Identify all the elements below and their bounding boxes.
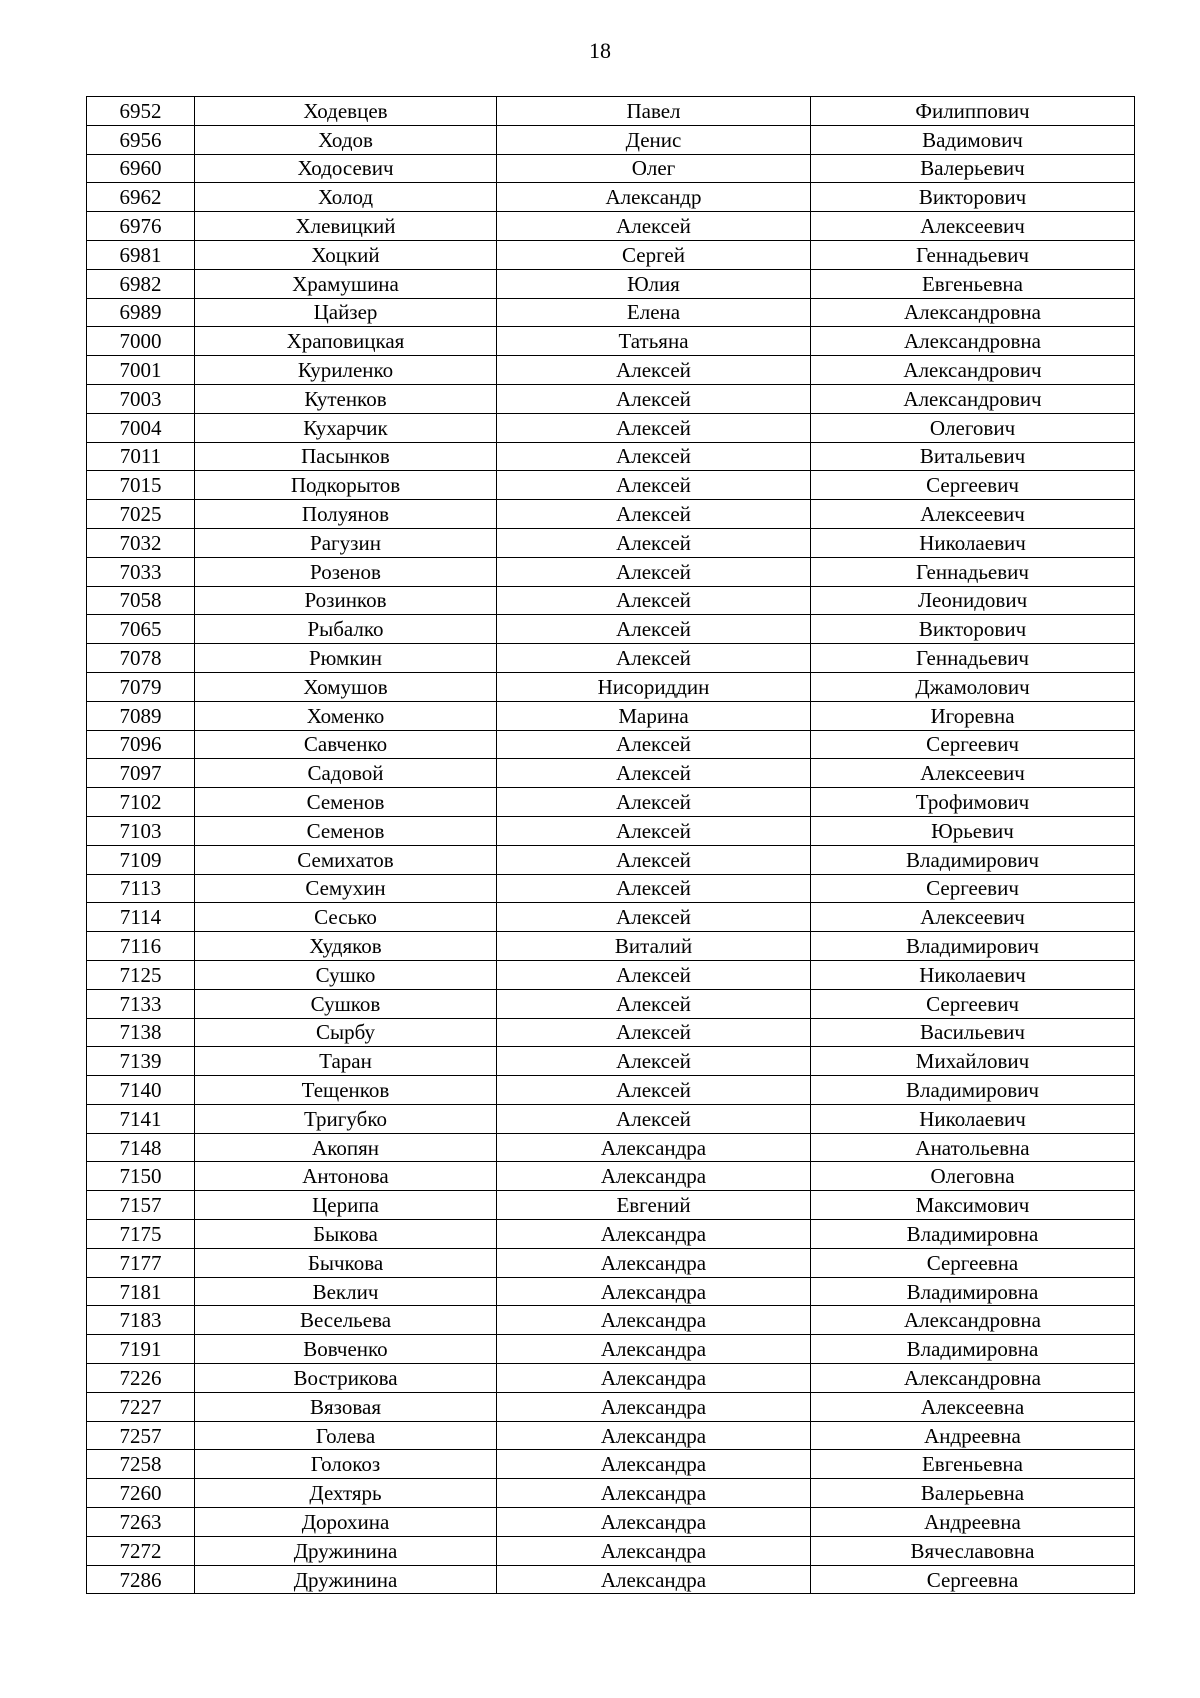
table-row	[87, 1479, 1135, 1508]
first-name-cell: Алексей	[497, 730, 811, 759]
row-number-cell: 7025	[87, 500, 195, 529]
row-number-cell: 7096	[87, 730, 195, 759]
row-number-cell: 7226	[87, 1364, 195, 1393]
patronymic-cell: Трофимович	[811, 788, 1135, 817]
last-name-cell: Голокоз	[195, 1450, 497, 1479]
table-row	[87, 1421, 1135, 1450]
last-name-cell: Хлевицкий	[195, 212, 497, 241]
patronymic-cell: Сергеевна	[811, 1248, 1135, 1277]
patronymic-cell: Александровна	[811, 298, 1135, 327]
first-name-cell: Алексей	[497, 1104, 811, 1133]
first-name-cell: Александр	[497, 183, 811, 212]
patronymic-cell: Вячеславовна	[811, 1536, 1135, 1565]
first-name-cell: Алексей	[497, 500, 811, 529]
table-row	[87, 788, 1135, 817]
patronymic-cell: Валерьевна	[811, 1479, 1135, 1508]
table-row	[87, 500, 1135, 529]
first-name-cell: Виталий	[497, 932, 811, 961]
patronymic-cell: Валерьевич	[811, 154, 1135, 183]
table-row	[87, 615, 1135, 644]
row-number-cell: 7078	[87, 644, 195, 673]
last-name-cell: Вовченко	[195, 1335, 497, 1364]
patronymic-cell: Сергеевич	[811, 471, 1135, 500]
row-number-cell: 7150	[87, 1162, 195, 1191]
last-name-cell: Сушко	[195, 960, 497, 989]
patronymic-cell: Сергеевна	[811, 1565, 1135, 1594]
last-name-cell: Тригубко	[195, 1104, 497, 1133]
row-number-cell: 6982	[87, 269, 195, 298]
first-name-cell: Алексей	[497, 586, 811, 615]
row-number-cell: 7033	[87, 557, 195, 586]
table-row	[87, 701, 1135, 730]
last-name-cell: Хоцкий	[195, 240, 497, 269]
first-name-cell: Алексей	[497, 557, 811, 586]
last-name-cell: Весельева	[195, 1306, 497, 1335]
patronymic-cell: Сергеевич	[811, 874, 1135, 903]
table-row	[87, 327, 1135, 356]
patronymic-cell: Юрьевич	[811, 816, 1135, 845]
table-row	[87, 125, 1135, 154]
last-name-cell: Рагузин	[195, 528, 497, 557]
last-name-cell: Хомушов	[195, 672, 497, 701]
last-name-cell: Акопян	[195, 1133, 497, 1162]
patronymic-cell: Игоревна	[811, 701, 1135, 730]
last-name-cell: Сесько	[195, 903, 497, 932]
last-name-cell: Дорохина	[195, 1508, 497, 1537]
last-name-cell: Ходевцев	[195, 97, 497, 126]
row-number-cell: 7257	[87, 1421, 195, 1450]
last-name-cell: Дружинина	[195, 1536, 497, 1565]
first-name-cell: Юлия	[497, 269, 811, 298]
row-number-cell: 7011	[87, 442, 195, 471]
table-row	[87, 442, 1135, 471]
first-name-cell: Александра	[497, 1565, 811, 1594]
row-number-cell: 7065	[87, 615, 195, 644]
row-number-cell: 7140	[87, 1076, 195, 1105]
last-name-cell: Рыбалко	[195, 615, 497, 644]
last-name-cell: Пасынков	[195, 442, 497, 471]
row-number-cell: 7138	[87, 1018, 195, 1047]
last-name-cell: Семихатов	[195, 845, 497, 874]
patronymic-cell: Викторович	[811, 615, 1135, 644]
patronymic-cell: Витальевич	[811, 442, 1135, 471]
table-row	[87, 845, 1135, 874]
patronymic-cell: Васильевич	[811, 1018, 1135, 1047]
patronymic-cell: Алексеевна	[811, 1392, 1135, 1421]
table-row	[87, 1306, 1135, 1335]
patronymic-cell: Алексеевич	[811, 903, 1135, 932]
last-name-cell: Куриленко	[195, 356, 497, 385]
patronymic-cell: Сергеевич	[811, 989, 1135, 1018]
last-name-cell: Бычкова	[195, 1248, 497, 1277]
table-row	[87, 183, 1135, 212]
first-name-cell: Александра	[497, 1133, 811, 1162]
row-number-cell: 6989	[87, 298, 195, 327]
table-row	[87, 730, 1135, 759]
patronymic-cell: Евгеньевна	[811, 269, 1135, 298]
last-name-cell: Цайзер	[195, 298, 497, 327]
row-number-cell: 6952	[87, 97, 195, 126]
last-name-cell: Худяков	[195, 932, 497, 961]
row-number-cell: 7191	[87, 1335, 195, 1364]
first-name-cell: Елена	[497, 298, 811, 327]
first-name-cell: Александра	[497, 1306, 811, 1335]
row-number-cell: 7133	[87, 989, 195, 1018]
last-name-cell: Таран	[195, 1047, 497, 1076]
table-row	[87, 240, 1135, 269]
row-number-cell: 7079	[87, 672, 195, 701]
row-number-cell: 7141	[87, 1104, 195, 1133]
table-row	[87, 212, 1135, 241]
last-name-cell: Сырбу	[195, 1018, 497, 1047]
last-name-cell: Вострикова	[195, 1364, 497, 1393]
last-name-cell: Вязовая	[195, 1392, 497, 1421]
row-number-cell: 7286	[87, 1565, 195, 1594]
first-name-cell: Александра	[497, 1479, 811, 1508]
table-row	[87, 1508, 1135, 1537]
table-row	[87, 1277, 1135, 1306]
page-number: 18	[589, 38, 611, 63]
row-number-cell: 7003	[87, 384, 195, 413]
row-number-cell: 7177	[87, 1248, 195, 1277]
row-number-cell: 7272	[87, 1536, 195, 1565]
first-name-cell: Павел	[497, 97, 811, 126]
table-row	[87, 1076, 1135, 1105]
table-row	[87, 989, 1135, 1018]
last-name-cell: Кухарчик	[195, 413, 497, 442]
first-name-cell: Александра	[497, 1162, 811, 1191]
table-row	[87, 97, 1135, 126]
patronymic-cell: Олегович	[811, 413, 1135, 442]
first-name-cell: Алексей	[497, 442, 811, 471]
row-number-cell: 7000	[87, 327, 195, 356]
table-row	[87, 932, 1135, 961]
first-name-cell: Алексей	[497, 845, 811, 874]
patronymic-cell: Николаевич	[811, 1104, 1135, 1133]
patronymic-cell: Владимирович	[811, 845, 1135, 874]
last-name-cell: Семенов	[195, 816, 497, 845]
first-name-cell: Марина	[497, 701, 811, 730]
first-name-cell: Олег	[497, 154, 811, 183]
first-name-cell: Алексей	[497, 356, 811, 385]
table-row	[87, 1162, 1135, 1191]
first-name-cell: Александра	[497, 1392, 811, 1421]
patronymic-cell: Вадимович	[811, 125, 1135, 154]
patronymic-cell: Олеговна	[811, 1162, 1135, 1191]
table-row	[87, 356, 1135, 385]
first-name-cell: Алексей	[497, 989, 811, 1018]
row-number-cell: 7227	[87, 1392, 195, 1421]
patronymic-cell: Владимирович	[811, 1076, 1135, 1105]
last-name-cell: Хоменко	[195, 701, 497, 730]
last-name-cell: Церипа	[195, 1191, 497, 1220]
last-name-cell: Быкова	[195, 1220, 497, 1249]
last-name-cell: Семенов	[195, 788, 497, 817]
first-name-cell: Александра	[497, 1364, 811, 1393]
patronymic-cell: Алексеевич	[811, 500, 1135, 529]
table-row	[87, 298, 1135, 327]
row-number-cell: 7001	[87, 356, 195, 385]
patronymic-cell: Максимович	[811, 1191, 1135, 1220]
row-number-cell: 7139	[87, 1047, 195, 1076]
table-row	[87, 384, 1135, 413]
row-number-cell: 7109	[87, 845, 195, 874]
last-name-cell: Савченко	[195, 730, 497, 759]
row-number-cell: 7114	[87, 903, 195, 932]
patronymic-cell: Сергеевич	[811, 730, 1135, 759]
table-row	[87, 528, 1135, 557]
row-number-cell: 7032	[87, 528, 195, 557]
row-number-cell: 7181	[87, 1277, 195, 1306]
patronymic-cell: Геннадьевич	[811, 557, 1135, 586]
first-name-cell: Алексей	[497, 528, 811, 557]
row-number-cell: 7103	[87, 816, 195, 845]
first-name-cell: Алексей	[497, 1018, 811, 1047]
last-name-cell: Семухин	[195, 874, 497, 903]
patronymic-cell: Леонидович	[811, 586, 1135, 615]
row-number-cell: 7097	[87, 759, 195, 788]
patronymic-cell: Александрович	[811, 356, 1135, 385]
last-name-cell: Тещенков	[195, 1076, 497, 1105]
table-row	[87, 557, 1135, 586]
table-row	[87, 1220, 1135, 1249]
last-name-cell: Дружинина	[195, 1565, 497, 1594]
row-number-cell: 7113	[87, 874, 195, 903]
first-name-cell: Алексей	[497, 788, 811, 817]
patronymic-cell: Владимирович	[811, 932, 1135, 961]
patronymic-cell: Геннадьевич	[811, 240, 1135, 269]
last-name-cell: Розинков	[195, 586, 497, 615]
last-name-cell: Голева	[195, 1421, 497, 1450]
patronymic-cell: Анатольевна	[811, 1133, 1135, 1162]
first-name-cell: Алексей	[497, 1076, 811, 1105]
table-row	[87, 960, 1135, 989]
patronymic-cell: Филиппович	[811, 97, 1135, 126]
first-name-cell: Алексей	[497, 384, 811, 413]
table-row	[87, 1392, 1135, 1421]
last-name-cell: Подкорытов	[195, 471, 497, 500]
last-name-cell: Ходов	[195, 125, 497, 154]
last-name-cell: Кутенков	[195, 384, 497, 413]
first-name-cell: Евгений	[497, 1191, 811, 1220]
patronymic-cell: Александровна	[811, 1306, 1135, 1335]
first-name-cell: Александра	[497, 1421, 811, 1450]
last-name-cell: Дехтярь	[195, 1479, 497, 1508]
table-row	[87, 1450, 1135, 1479]
table-row	[87, 874, 1135, 903]
table-row	[87, 1536, 1135, 1565]
last-name-cell: Храповицкая	[195, 327, 497, 356]
last-name-cell: Садовой	[195, 759, 497, 788]
table-row	[87, 1191, 1135, 1220]
patronymic-cell: Алексеевич	[811, 212, 1135, 241]
first-name-cell: Александра	[497, 1536, 811, 1565]
first-name-cell: Александра	[497, 1508, 811, 1537]
table-row	[87, 1018, 1135, 1047]
patronymic-cell: Николаевич	[811, 528, 1135, 557]
table-row	[87, 1248, 1135, 1277]
patronymic-cell: Владимировна	[811, 1277, 1135, 1306]
table-row	[87, 1335, 1135, 1364]
first-name-cell: Алексей	[497, 816, 811, 845]
table-row	[87, 903, 1135, 932]
first-name-cell: Алексей	[497, 413, 811, 442]
table-row	[87, 1104, 1135, 1133]
last-name-cell: Ходосевич	[195, 154, 497, 183]
first-name-cell: Александра	[497, 1248, 811, 1277]
row-number-cell: 7015	[87, 471, 195, 500]
table-row	[87, 1133, 1135, 1162]
patronymic-cell: Андреевна	[811, 1508, 1135, 1537]
row-number-cell: 7258	[87, 1450, 195, 1479]
table-row	[87, 816, 1135, 845]
last-name-cell: Антонова	[195, 1162, 497, 1191]
last-name-cell: Сушков	[195, 989, 497, 1018]
first-name-cell: Денис	[497, 125, 811, 154]
first-name-cell: Татьяна	[497, 327, 811, 356]
table-row	[87, 644, 1135, 673]
names-table	[86, 96, 1135, 1594]
last-name-cell: Рюмкин	[195, 644, 497, 673]
patronymic-cell: Владимировна	[811, 1220, 1135, 1249]
last-name-cell: Холод	[195, 183, 497, 212]
table-row	[87, 1364, 1135, 1393]
patronymic-cell: Михайлович	[811, 1047, 1135, 1076]
patronymic-cell: Алексеевич	[811, 759, 1135, 788]
row-number-cell: 7157	[87, 1191, 195, 1220]
first-name-cell: Нисориддин	[497, 672, 811, 701]
row-number-cell: 7263	[87, 1508, 195, 1537]
row-number-cell: 7183	[87, 1306, 195, 1335]
row-number-cell: 6960	[87, 154, 195, 183]
patronymic-cell: Николаевич	[811, 960, 1135, 989]
patronymic-cell: Андреевна	[811, 1421, 1135, 1450]
last-name-cell: Полуянов	[195, 500, 497, 529]
last-name-cell: Розенов	[195, 557, 497, 586]
patronymic-cell: Александрович	[811, 384, 1135, 413]
patronymic-cell: Джамолович	[811, 672, 1135, 701]
first-name-cell: Алексей	[497, 644, 811, 673]
row-number-cell: 7125	[87, 960, 195, 989]
table-row	[87, 1565, 1135, 1594]
row-number-cell: 7260	[87, 1479, 195, 1508]
first-name-cell: Александра	[497, 1450, 811, 1479]
table-row	[87, 154, 1135, 183]
row-number-cell: 6962	[87, 183, 195, 212]
row-number-cell: 6956	[87, 125, 195, 154]
first-name-cell: Алексей	[497, 1047, 811, 1076]
first-name-cell: Алексей	[497, 903, 811, 932]
table-row	[87, 269, 1135, 298]
row-number-cell: 7058	[87, 586, 195, 615]
first-name-cell: Александра	[497, 1220, 811, 1249]
first-name-cell: Алексей	[497, 615, 811, 644]
first-name-cell: Алексей	[497, 759, 811, 788]
first-name-cell: Алексей	[497, 960, 811, 989]
row-number-cell: 7175	[87, 1220, 195, 1249]
row-number-cell: 6981	[87, 240, 195, 269]
names-table-body	[87, 97, 1135, 1594]
row-number-cell: 7148	[87, 1133, 195, 1162]
patronymic-cell: Викторович	[811, 183, 1135, 212]
table-row	[87, 471, 1135, 500]
patronymic-cell: Владимировна	[811, 1335, 1135, 1364]
last-name-cell: Веклич	[195, 1277, 497, 1306]
patronymic-cell: Евгеньевна	[811, 1450, 1135, 1479]
table-row	[87, 413, 1135, 442]
first-name-cell: Алексей	[497, 212, 811, 241]
first-name-cell: Алексей	[497, 471, 811, 500]
table-row	[87, 759, 1135, 788]
row-number-cell: 7004	[87, 413, 195, 442]
patronymic-cell: Александровна	[811, 1364, 1135, 1393]
table-row	[87, 672, 1135, 701]
table-row	[87, 1047, 1135, 1076]
patronymic-cell: Александровна	[811, 327, 1135, 356]
first-name-cell: Сергей	[497, 240, 811, 269]
row-number-cell: 7102	[87, 788, 195, 817]
row-number-cell: 7116	[87, 932, 195, 961]
patronymic-cell: Геннадьевич	[811, 644, 1135, 673]
table-row	[87, 586, 1135, 615]
last-name-cell: Храмушина	[195, 269, 497, 298]
first-name-cell: Александра	[497, 1277, 811, 1306]
first-name-cell: Алексей	[497, 874, 811, 903]
row-number-cell: 6976	[87, 212, 195, 241]
row-number-cell: 7089	[87, 701, 195, 730]
first-name-cell: Александра	[497, 1335, 811, 1364]
